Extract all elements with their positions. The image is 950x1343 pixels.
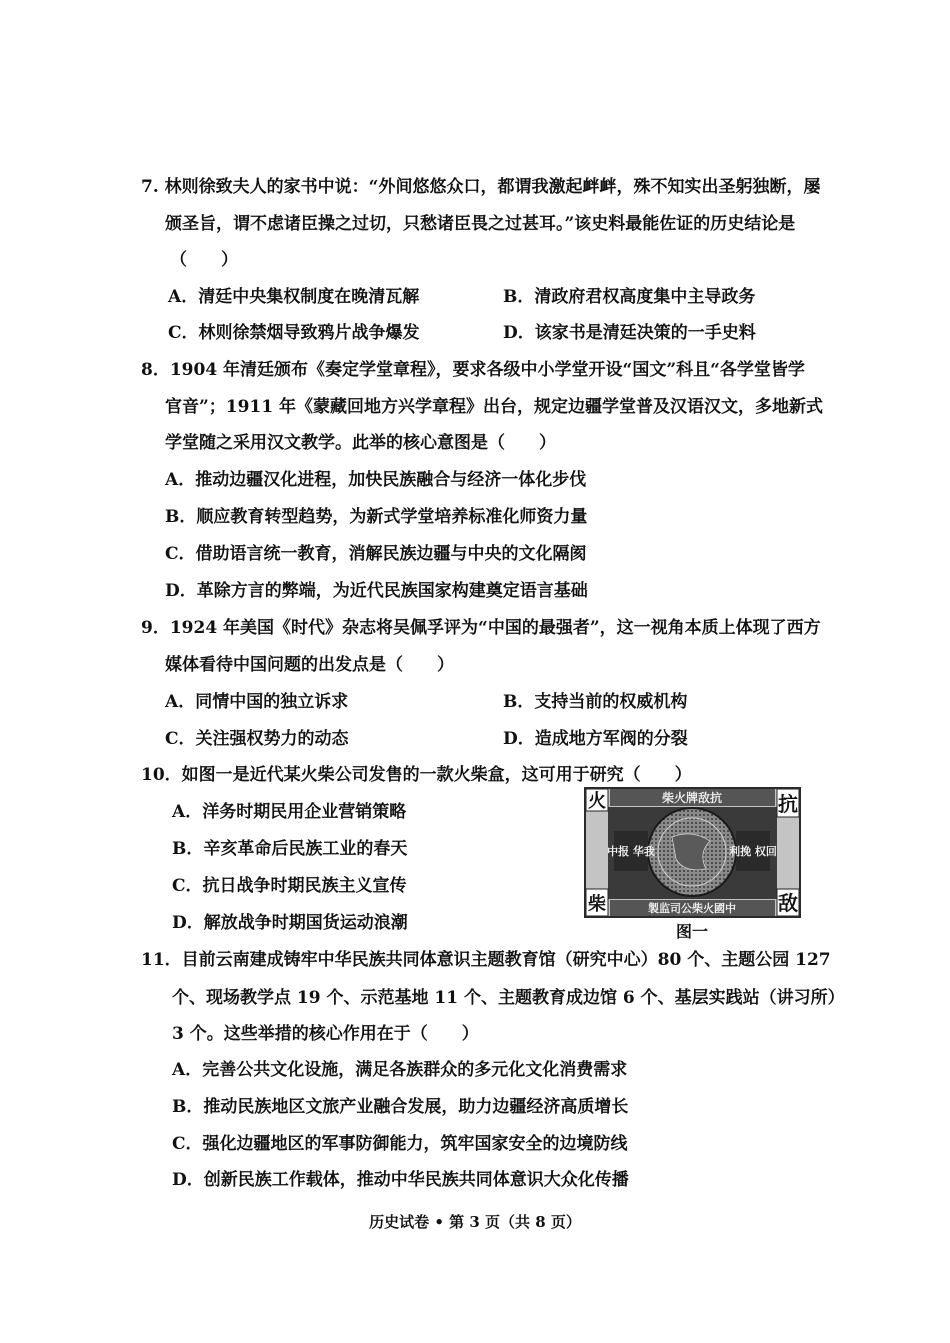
q7-option-d: D．该家书是清廷决策的一手史料: [503, 323, 756, 343]
q11-option-d: D．创新民族工作载体，推动中华民族共同体意识大众化传播: [172, 1170, 629, 1190]
q10-option-c: C．抗日战争时期民族主义宣传: [172, 876, 407, 896]
q8-stem-line-3: 学堂随之采用汉文教学。此举的核心意图是（ ）: [165, 433, 556, 453]
q9-stem-line-2: 媒体看待中国问题的出发点是（ ）: [165, 655, 454, 675]
q8-option-d: D．革除方言的弊端，为近代民族国家构建奠定语言基础: [165, 581, 588, 601]
page-footer: 历史试卷 • 第 3 页（共 8 页）: [369, 1213, 581, 1231]
q8-stem-line-2: 官音”；1911 年《蒙藏回地方兴学章程》出台，规定边疆学堂普及汉语汉文，多地新式: [165, 397, 824, 417]
matchbox-figure: [584, 787, 801, 918]
q7-stem-line-1: 7. 林则徐致夫人的家书中说：“外间悠悠众口，都谓我激起衅衅，殊不知实出圣躬独断，屡: [141, 177, 821, 197]
q11-stem-line-2: 个、现场教学点 19 个、示范基地 11 个、主题教育成边馆 6 个、基层实践站（讲习所）: [172, 988, 845, 1008]
corner-char-tl: 火: [588, 791, 606, 812]
q7-stem-line-3: （ ）: [170, 250, 238, 270]
matchbox-label-graphic: [586, 789, 799, 916]
corner-char-bl: 柴: [588, 894, 606, 915]
q8-option-b: B．顺应教育转型趋势，为新式学堂培养标准化师资力量: [165, 507, 588, 527]
q10-option-a: A．洋务时期民用企业营销策略: [172, 802, 407, 822]
q7-option-a: A．清廷中央集权制度在晚清瓦解: [168, 287, 420, 307]
q11-option-a: A．完善公共文化设施，满足各族群众的多元化文化消费需求: [172, 1060, 628, 1080]
top-band-text: 柴火牌敌抗: [661, 791, 723, 805]
q8-option-c: C．借助语言统一教育，消解民族边疆与中央的文化隔阂: [165, 544, 587, 564]
q9-option-b: B．支持当前的权威机构: [503, 692, 688, 712]
q9-option-d: D．造成地方军阀的分裂: [503, 729, 688, 749]
figure-caption: 图一: [676, 922, 709, 941]
q8-stem-line-1: 8．1904 年清廷颁布《奏定学堂章程》，要求各级中小学堂开设“国文”科且“各学堂皆学: [141, 360, 805, 380]
bottom-band-text: 製监司公柴火國中: [648, 902, 736, 915]
q11-stem-line-3: 3 个。这些举措的核心作用在于（ ）: [172, 1024, 479, 1044]
q11-stem-line-1: 11．目前云南建成铸牢中华民族共同体意识主题教育馆（研究中心）80 个、主题公园 127: [141, 950, 831, 970]
q10-option-d: D．解放战争时期国货运动浪潮: [172, 913, 408, 933]
q8-option-a: A．推动边疆汉化进程，加快民族融合与经济一体化步伐: [165, 470, 587, 490]
right-side-text: 利挽 权回: [729, 845, 777, 858]
left-side-text: 中报 华我: [607, 845, 655, 858]
q7-stem-line-2: 颁圣旨，谓不虑诸臣操之过切，只愁诸臣畏之过甚耳。”该史料最能佐证的历史结论是: [165, 214, 796, 234]
q11-option-b: B．推动民族地区文旅产业融合发展，助力边疆经济高质增长: [172, 1097, 629, 1117]
q10-option-b: B．辛亥革命后民族工业的春天: [172, 839, 408, 859]
q11-option-c: C．强化边疆地区的军事防御能力，筑牢国家安全的边境防线: [172, 1134, 628, 1154]
q9-stem-line-1: 9．1924 年美国《时代》杂志将吴佩孚评为“中国的最强者”，这一视角本质上体现了西方: [141, 618, 821, 638]
q7-option-b: B．清政府君权高度集中主导政务: [503, 287, 756, 307]
corner-char-tr: 抗: [778, 792, 798, 816]
corner-char-br: 敌: [778, 891, 798, 915]
q7-option-c: C．林则徐禁烟导致鸦片战争爆发: [168, 323, 420, 343]
q9-option-c: C．关注强权势力的动态: [165, 729, 349, 749]
q9-option-a: A．同情中国的独立诉求: [165, 692, 349, 712]
q10-stem-line-1: 10．如图一是近代某火柴公司发售的一款火柴盒，这可用于研究（ ）: [141, 765, 692, 785]
